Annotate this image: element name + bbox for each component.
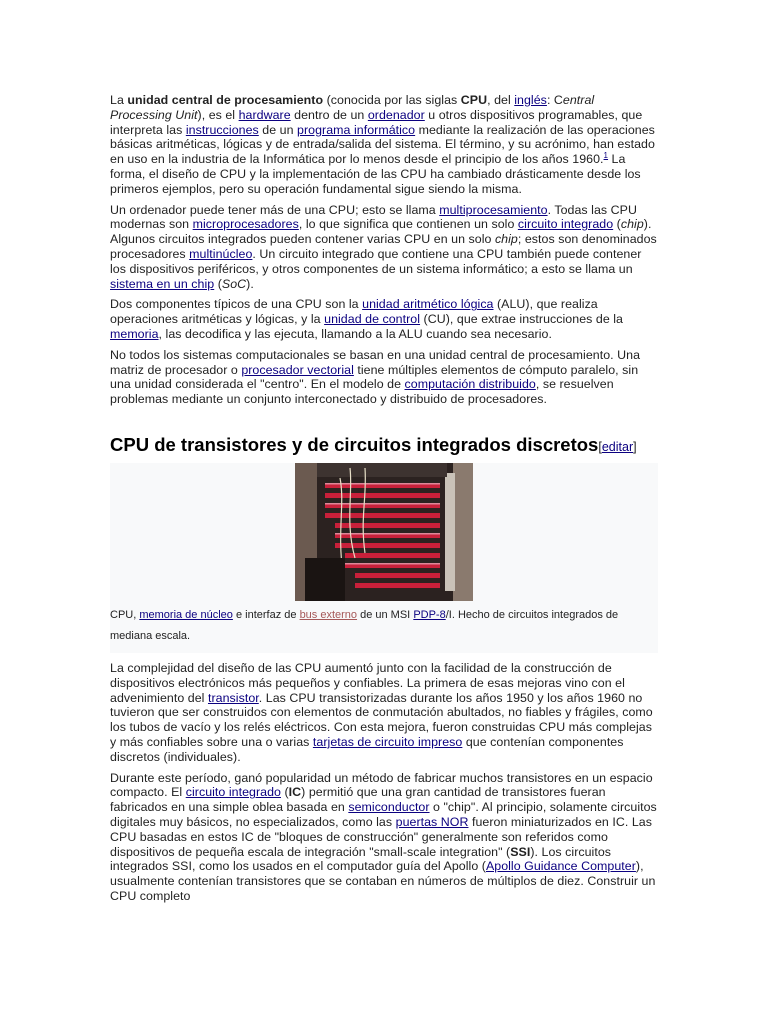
- text: La complejidad del diseño de las CPU aumentó junto con la facilidad de la construcción de dispositivos electrónicos más pequeños y confiables. La primera de esas mejoras vino con el advenimiento del: [110, 660, 625, 705]
- text: que contenían componentes discretos (individuales).: [110, 734, 624, 764]
- link-unidad-de-control[interactable]: unidad de control: [324, 312, 421, 327]
- link-puertas-nor[interactable]: puertas NOR: [395, 814, 469, 829]
- edit-section: [598, 440, 636, 454]
- link-ordenador[interactable]: ordenador: [367, 107, 425, 122]
- text: . Un circuito integrado que contiene una CPU también puede contener los dispositivos periféricos, y otros componentes de un sistema informático; a esto se llama un: [110, 246, 642, 276]
- link-ingles[interactable]: inglés: [514, 93, 547, 107]
- bracket: [: [598, 439, 602, 454]
- text: No todos los sistemas computacionales se basan en una unidad central de procesamiento. Una matriz de procesador o: [110, 347, 641, 377]
- link-procesador-vectorial[interactable]: procesador vectorial: [241, 362, 354, 377]
- text: ). Los circuitos integrados SSI, como los usados en el computador guía del Apollo (: [110, 844, 612, 874]
- italic-term: chip: [494, 232, 518, 247]
- text: mediante la realización de las operaciones básicas aritméticas, lógicas y de entrada/salida del sistema. El término, y su acrónimo, han estado en uso en la industria de la Informática por lo menos desde el principio de los años 1960.: [110, 122, 655, 167]
- edit-link[interactable]: editar: [601, 439, 634, 454]
- intro-paragraph-4: [110, 348, 658, 407]
- text: : C: [546, 93, 563, 107]
- text: Dos componentes típicos de una CPU son la: [110, 297, 363, 312]
- figure-thumbnail: [110, 463, 658, 653]
- section-heading: [110, 433, 658, 459]
- text: (: [214, 276, 222, 291]
- text: ), es el: [197, 107, 239, 122]
- text: u otros dispositivos programables, que interpreta las: [110, 107, 643, 137]
- text: fueron miniaturizados en IC. Las CPU basadas en estos IC de "bloques de construcción" generalmente son referidos como dispositivos de pequeña escala de integración "small-scale integration" (: [110, 814, 652, 859]
- bracket: ]: [633, 439, 637, 454]
- text: ), usualmente contenían transistores que se contaban en números de múltiplos de diez. Construir un CPU completo: [110, 859, 656, 903]
- link-apollo-guidance-computer[interactable]: Apollo Guidance Computer: [485, 859, 636, 874]
- text: ). Algunos circuitos integrados pueden contener varias CPU en un solo: [110, 217, 652, 247]
- text: (ALU), que realiza operaciones aritméticas y lógicas, y la: [110, 297, 598, 327]
- link-circuito-integrado-2[interactable]: circuito integrado: [185, 785, 281, 800]
- text: /I. Hecho de circuitos integrados de mediana escala.: [110, 608, 619, 642]
- text: (conocida por las siglas: [323, 93, 461, 107]
- article-body: [110, 93, 658, 910]
- link-memoria[interactable]: memoria: [110, 326, 159, 341]
- link-microprocesadores[interactable]: microprocesadores: [192, 217, 299, 232]
- link-tarjetas-de-circuito-impreso[interactable]: tarjetas de circuito impreso: [312, 734, 463, 749]
- text: (CU), que extrae instrucciones de la: [420, 312, 623, 327]
- text: (: [613, 217, 621, 232]
- link-bus-externo[interactable]: bus externo: [299, 608, 358, 621]
- link-transistor[interactable]: transistor: [207, 690, 259, 705]
- text: Durante este período, ganó popularidad un método de fabricar muchos transistores en un espacio compacto. El: [110, 770, 653, 800]
- link-programa-informatico[interactable]: programa informático: [297, 122, 416, 137]
- text: Un ordenador puede tener más de una CPU; esto se llama: [110, 202, 440, 217]
- italic-term: chip: [620, 217, 644, 232]
- link-unidad-aritmetico-logica[interactable]: unidad aritmético lógica: [362, 297, 494, 312]
- link-multiprocesamiento[interactable]: multiprocesamiento: [439, 202, 548, 217]
- pdp8-photo[interactable]: [295, 463, 473, 601]
- text: de un: [258, 122, 298, 137]
- text: ; estos son denominados procesadores: [110, 232, 657, 261]
- text: , lo que significa que contienen un solo: [298, 217, 518, 232]
- link-sistema-en-un-chip[interactable]: sistema en un chip: [110, 276, 215, 291]
- link-circuito-integrado[interactable]: circuito integrado: [517, 217, 614, 232]
- text: La: [110, 93, 128, 107]
- bold-term: SSI: [510, 844, 531, 859]
- text: tiene múltiples elementos de cómputo paralelo, sin una unidad considerada el "centro". En el modelo de: [110, 362, 639, 392]
- text: , del: [487, 93, 515, 107]
- text: (: [280, 785, 289, 800]
- link-semiconductor[interactable]: semiconductor: [348, 800, 430, 815]
- text: La forma, el diseño de CPU y la implementación de las CPU ha cambiado drásticamente desde los primeros ejemplos, pero su operación fundamental sigue siendo la misma.: [110, 152, 641, 196]
- reference-link[interactable]: 1: [603, 151, 609, 161]
- pdp8-photo-image: [295, 463, 473, 601]
- text: o "chip". Al principio, solamente circuitos digitales muy básicos, no especializados, como las: [110, 800, 657, 829]
- text: dentro de un: [290, 107, 368, 122]
- text: , se resuelven problemas mediante un conjunto interconectado y distribuido de procesadores.: [110, 377, 614, 407]
- section-paragraph-2: [110, 771, 658, 904]
- intro-paragraph-1: [110, 93, 658, 197]
- link-multinucleo[interactable]: multinúcleo: [189, 246, 253, 261]
- intro-paragraph-3: [110, 297, 658, 341]
- text: ) permitió que una gran cantidad de transistores fueran fabricados en una simple oblea basada en: [110, 785, 606, 815]
- text: de un MSI: [357, 608, 414, 621]
- bold-term: CPU: [460, 93, 488, 107]
- section-heading-text: CPU de transistores y de circuitos integrados discretos: [110, 433, 599, 455]
- link-computacion-distribuido[interactable]: computación distribuido: [404, 377, 536, 392]
- link-hardware[interactable]: hardware: [238, 107, 291, 122]
- bold-term: IC: [288, 785, 302, 800]
- text: e interfaz de: [232, 608, 300, 621]
- link-pdp-8[interactable]: PDP-8: [413, 608, 446, 621]
- intro-paragraph-2: [110, 203, 658, 292]
- bold-term: unidad central de procesamiento: [127, 93, 324, 107]
- section-paragraph-1: [110, 661, 658, 765]
- text: , las decodifica y las ejecuta, llamando a la ALU cuando sea necesario.: [158, 326, 552, 341]
- text: . Las CPU transistorizadas durante los años 1950 y los años 1960 no tuvieron que ser construidos con elementos de conmutación abultados, no fiables y frágiles, como los tubos de vacío y los relés eléctricos. Con esta mejora, fueron construidas CPU más complejas y más confiables sobre una o varias: [110, 690, 653, 749]
- italic-term: SoC: [221, 276, 247, 291]
- figure-caption: [110, 601, 658, 647]
- text: . Todas las CPU modernas son: [110, 202, 637, 232]
- italic-term: entral Processing Unit: [110, 93, 595, 122]
- text: ).: [246, 276, 254, 291]
- link-memoria-de-nucleo[interactable]: memoria de núcleo: [139, 608, 233, 621]
- link-instrucciones[interactable]: instrucciones: [185, 122, 259, 137]
- text: CPU,: [110, 608, 140, 621]
